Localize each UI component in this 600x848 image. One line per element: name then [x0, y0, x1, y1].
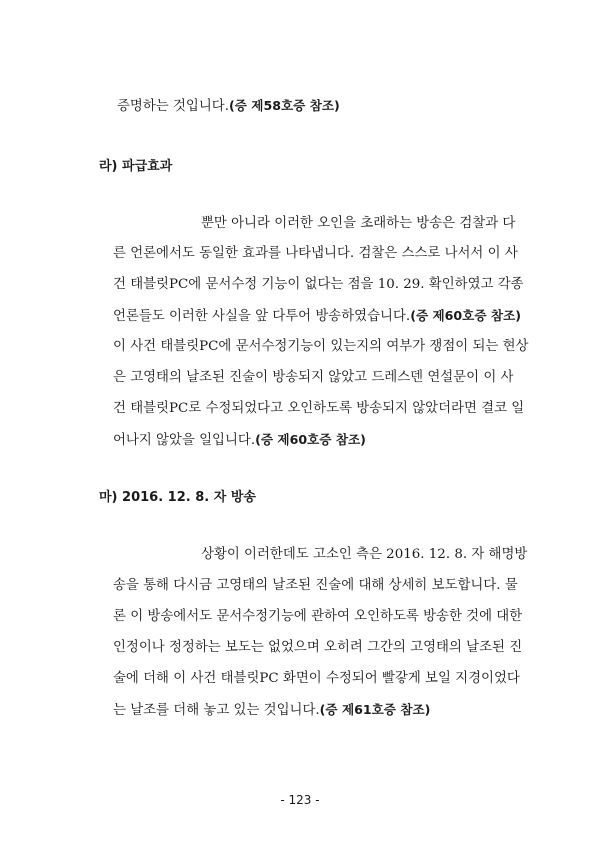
section-ma-heading: 마) 2016. 12. 8. 자 방송: [99, 490, 256, 505]
section-ra-evidence-ref: (증 제60호증 참조): [410, 308, 521, 323]
section-ma-line-text: 는 날조를 더해 놓고 있는 것입니다.: [113, 703, 320, 718]
section-ma-evidence-ref: (증 제61호증 참조): [319, 702, 431, 717]
section-ra-line: [113, 307, 521, 326]
section-ra-line-text: 언론들도 이러한 사실을 앞 다투어 방송하였습니다.: [113, 309, 411, 324]
section-ra-line: 뿐만 아니라 이러한 오인을 초래하는 방송은 검찰과 다: [201, 216, 516, 231]
section-ma-line: 술에 더해 이 사건 태블릿PC 화면이 수정되어 빨갛게 보일 지경이었다: [113, 671, 520, 686]
section-ra-heading: 라) 파급효과: [99, 159, 173, 174]
section-ra-line: 건 태블릿PC에 문서수정 기능이 없다는 점을 10. 29. 확인하였고 각종: [113, 277, 524, 292]
section-ra-line: 은 고영태의 날조된 진술이 방송되지 않았고 드레스덴 연설문이 이 사: [113, 370, 514, 385]
section-ma-line: [113, 701, 430, 720]
page-number: - 123 -: [280, 793, 320, 807]
section-ra-line: [113, 431, 366, 450]
section-ra-line: 른 언론에서도 동일한 효과를 나타냅니다. 검찰은 스스로 나서서 이 사: [113, 246, 518, 261]
section-ra-line: 건 태블릿PC로 수정되었다고 오인하도록 방송되지 않았더라면 결코 일: [113, 401, 525, 416]
section-ra-line-text: 어나지 않았을 일입니다.: [113, 433, 256, 448]
section-ma-line: 론 이 방송에서도 문서수정기능에 관하여 오인하도록 방송한 것에 대한: [113, 609, 523, 624]
section-ma-line: 송을 통해 다시금 고영태의 날조된 진술에 대해 상세히 보도합니다. 물: [113, 578, 518, 593]
section-ra-evidence-ref: (증 제60호증 참조): [255, 432, 366, 447]
intro-text: 증명하는 것입니다.: [117, 99, 229, 114]
section-ra-line: 이 사건 태블릿PC에 문서수정기능이 있는지의 여부가 쟁점이 되는 현상: [113, 339, 529, 354]
intro-paragraph: [117, 97, 340, 116]
section-ma-line: 인정이나 정정하는 보도는 없었으며 오히려 그간의 고영태의 날조된 진: [113, 640, 523, 655]
intro-evidence-ref: (증 제58호증 참조): [229, 98, 340, 113]
section-ma-line: 상황이 이러한데도 고소인 측은 2016. 12. 8. 자 해명방: [201, 547, 528, 562]
